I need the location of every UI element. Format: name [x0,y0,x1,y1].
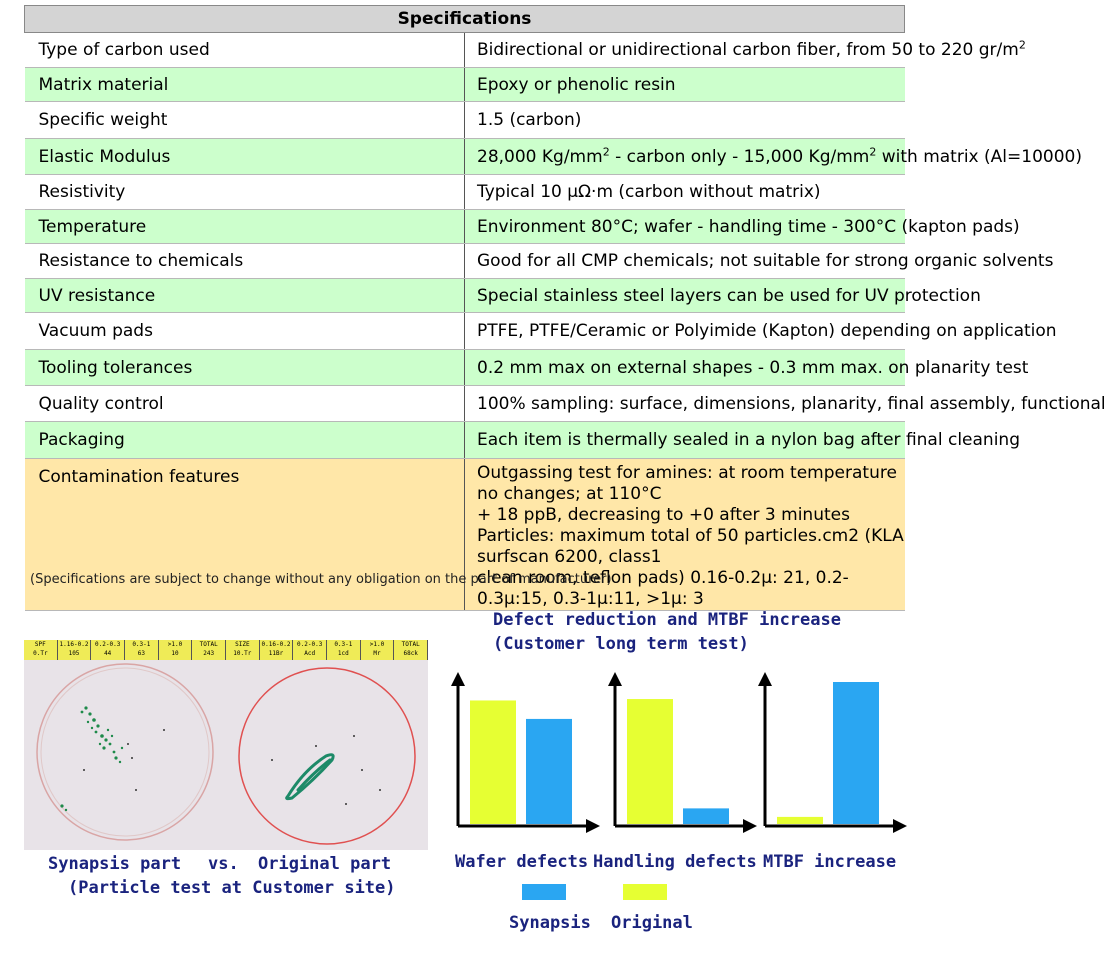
spec-value: 1.5 (carbon) [465,102,905,139]
y-axis-arrow [608,672,622,686]
original-wafer-scan-image [226,640,428,850]
original-part-caption: Original part [258,854,392,874]
synapsis-wafer-scan-image [24,640,226,850]
wafer-scan-header: SPF 0.Tr 1.16-0.2 105 0.2-0.3 44 0.3-1 63 >1.0 10 TOTAL 243 [24,640,226,660]
defect-bar-chart [440,672,900,847]
bar-original [777,817,823,824]
spec-row-specific-weight [25,102,905,139]
spec-property: Specific weight [25,102,465,139]
category-label-wafer: Wafer defects [455,852,589,872]
spec-row-carbon-type [25,33,905,68]
y-axis-arrow [451,672,465,686]
spec-row-temperature [25,210,905,244]
spec-property: Elastic Modulus [25,139,465,175]
category-label-handling: Handling defects [593,852,757,872]
spec-row-chemicals [25,244,905,279]
legend-label-original: Original [611,913,693,933]
chart-subtitle: (Customer long term test) [493,634,749,654]
spec-property: Resistance to chemicals [25,244,465,279]
contamination-line: Particles: maximum total of 50 particles.cm2 (KLA surfscan 6200, class1 [477,526,904,567]
y-axis-arrow [758,672,772,686]
spec-property: Quality control [25,386,465,422]
x-axis-arrow [743,819,757,833]
contamination-line: + 18 ppB, decreasing to +0 after 3 minutes [477,505,850,525]
spec-property: Temperature [25,210,465,244]
x-axis-arrow [893,819,907,833]
spec-value: 0.2 mm max on external shapes - 0.3 mm max. on planarity test [465,350,905,386]
x-axis-arrow [586,819,600,833]
bar-synapsis [683,808,729,824]
bar-synapsis [526,719,572,824]
spec-row-resistivity [25,175,905,210]
bar-original [627,699,673,824]
synapsis-part-caption: Synapsis part [48,854,182,874]
bar-original [470,700,516,824]
spec-row-uv-resistance [25,279,905,313]
spec-row-quality-control [25,386,905,422]
spec-value: PTFE, PTFE/Ceramic or Polyimide (Kapton) depending on application [465,313,905,350]
legend-label-synapsis: Synapsis [509,913,591,933]
spec-value [465,459,905,611]
contamination-line: Outgassing test for amines: at room temperature no changes; at 110°C [477,463,897,504]
particle-test-caption: (Particle test at Customer site) [68,878,396,898]
spec-value: Good for all CMP chemicals; not suitable for strong organic solvents [465,244,905,279]
spec-property: UV resistance [25,279,465,313]
synapsis-wafer-map [24,640,226,850]
spec-property: Contamination features [25,459,465,611]
spec-value: Environment 80°C; wafer - handling time - 300°C (kapton pads) [465,210,905,244]
spec-value: Epoxy or phenolic resin [465,68,905,102]
original-wafer-map [226,640,428,850]
spec-value: Special stainless steel layers can be used for UV protection [465,279,905,313]
spec-row-elastic-modulus [25,139,905,175]
spec-row-packaging [25,422,905,459]
specifications-note: (Specifications are subject to change without any obligation on the part of manufacturer) [30,572,612,587]
spec-row-vacuum-pads [25,313,905,350]
spec-value: 100% sampling: surface, dimensions, planarity, final assembly, functional [465,386,905,422]
spec-property: Tooling tolerances [25,350,465,386]
contamination-line: clean room, teflon pads) 0.16-0.2μ: 21, 0.2-0.3μ:15, 0.3-1μ:11, >1μ: 3 [477,568,849,609]
category-label-mtbf: MTBF increase [763,852,897,872]
spec-property: Matrix material [25,68,465,102]
spec-row-tooling-tolerances [25,350,905,386]
spec-property: Resistivity [25,175,465,210]
spec-row-matrix-material [25,68,905,102]
spec-value: 28,000 $Kg/mm^2$ - carbon only - 15,000 $Kg/mm^2$ with matrix (Al=10000) [465,139,905,175]
spec-property: Packaging [25,422,465,459]
specifications-table [24,5,1106,611]
legend-swatch-synapsis [522,884,566,900]
spec-value: Bidirectional or unidirectional carbon fiber, from 50 to 220 $gr/m^2$ [465,33,905,68]
bar-synapsis [833,682,879,824]
wafer-scan-header: SIZE 10.Tr 0.16-0.2 11Br 0.2-0.3 Acd 0.3-1 1cd >1.0 Mr TOTAL 68ck [226,640,428,660]
vs-caption: vs. [208,854,239,874]
spec-row-contamination [25,459,905,611]
spec-property: Vacuum pads [25,313,465,350]
spec-value: Each item is thermally sealed in a nylon bag after final cleaning [465,422,905,459]
chart-title: Defect reduction and MTBF increase [493,610,841,630]
legend-swatch-original [623,884,667,900]
spec-value: Typical 10 μΩ·m (carbon without matrix) [465,175,905,210]
spec-property: Type of carbon used [25,33,465,68]
specifications-title: Specifications [25,6,905,33]
